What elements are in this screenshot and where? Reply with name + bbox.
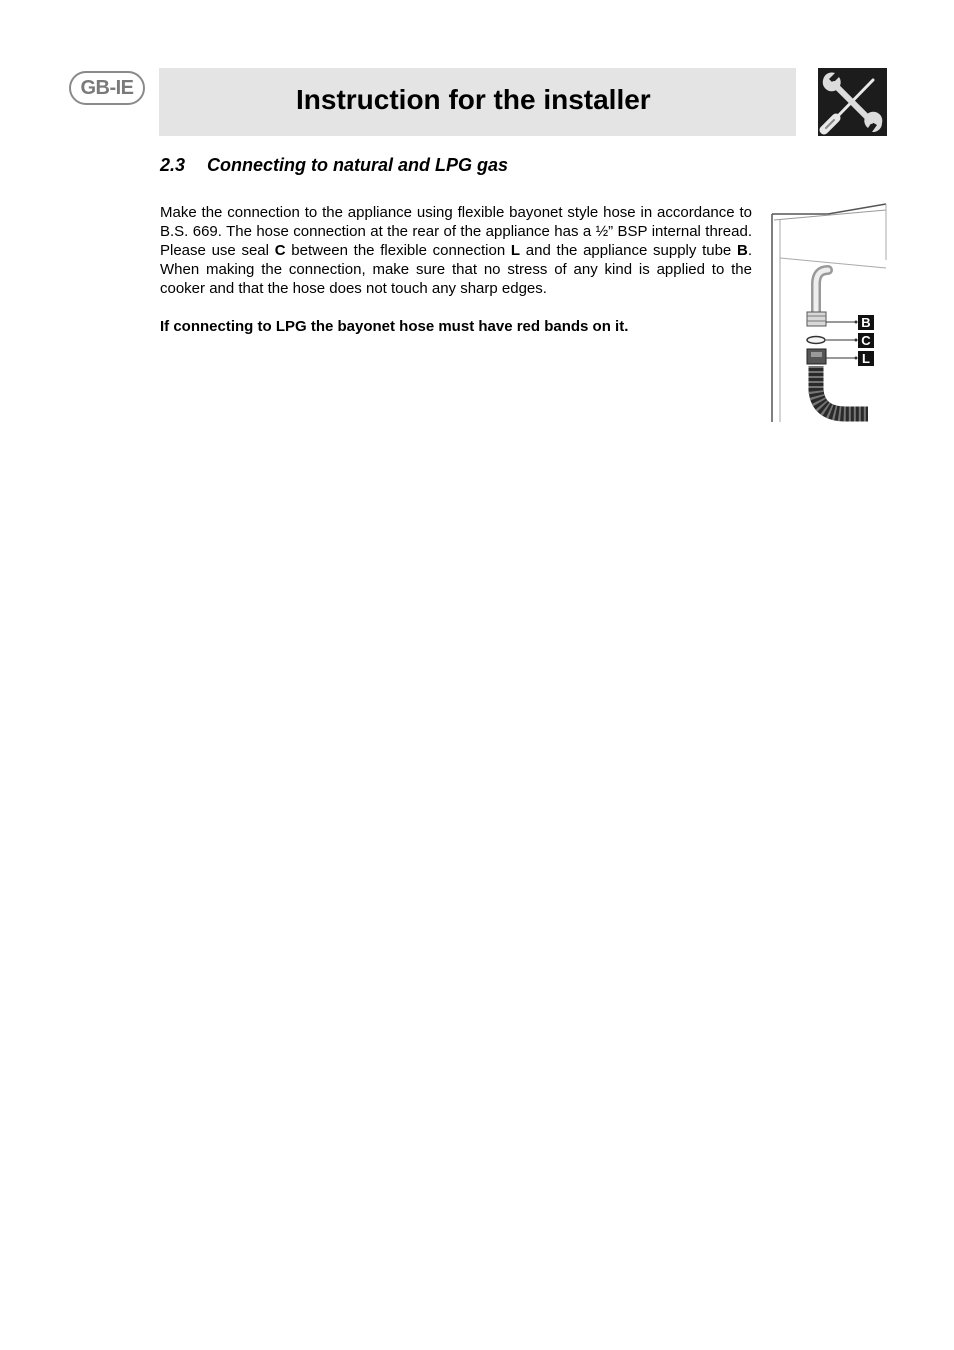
instruction-paragraph [160, 203, 752, 298]
connection-ref: L [510, 242, 521, 259]
paragraph-text: . When making the connection, make sure that no stress of any kind is applied to the cooker and that the hose does not touch any sharp edges. [160, 242, 752, 297]
label-b: B [861, 315, 871, 330]
tools-icon [818, 68, 887, 136]
paragraph-text: between the flexible connection [285, 242, 511, 259]
tube-ref: B [736, 242, 748, 259]
label-c: C [861, 333, 871, 348]
section-heading [160, 155, 508, 176]
seal-ref: C [274, 242, 286, 259]
section-number: 2.3 [160, 155, 186, 175]
paragraph-text: Make the connection to the appliance using flexible bayonet style hose in accordance to B.S. 669. The hose connection at the rear of the appliance has a ½” BSP internal thread. Please use seal [160, 204, 752, 259]
paragraph-text: and the appliance supply tube [520, 242, 737, 259]
lpg-warning: If connecting to LPG the bayonet hose must have red bands on it. [160, 318, 629, 335]
language-badge: GB-IE [69, 71, 145, 105]
section-title: Connecting to natural and LPG gas [207, 155, 509, 175]
label-l: L [862, 351, 870, 366]
gas-connection-diagram [768, 200, 888, 424]
page-title: Instruction for the installer [296, 84, 651, 115]
